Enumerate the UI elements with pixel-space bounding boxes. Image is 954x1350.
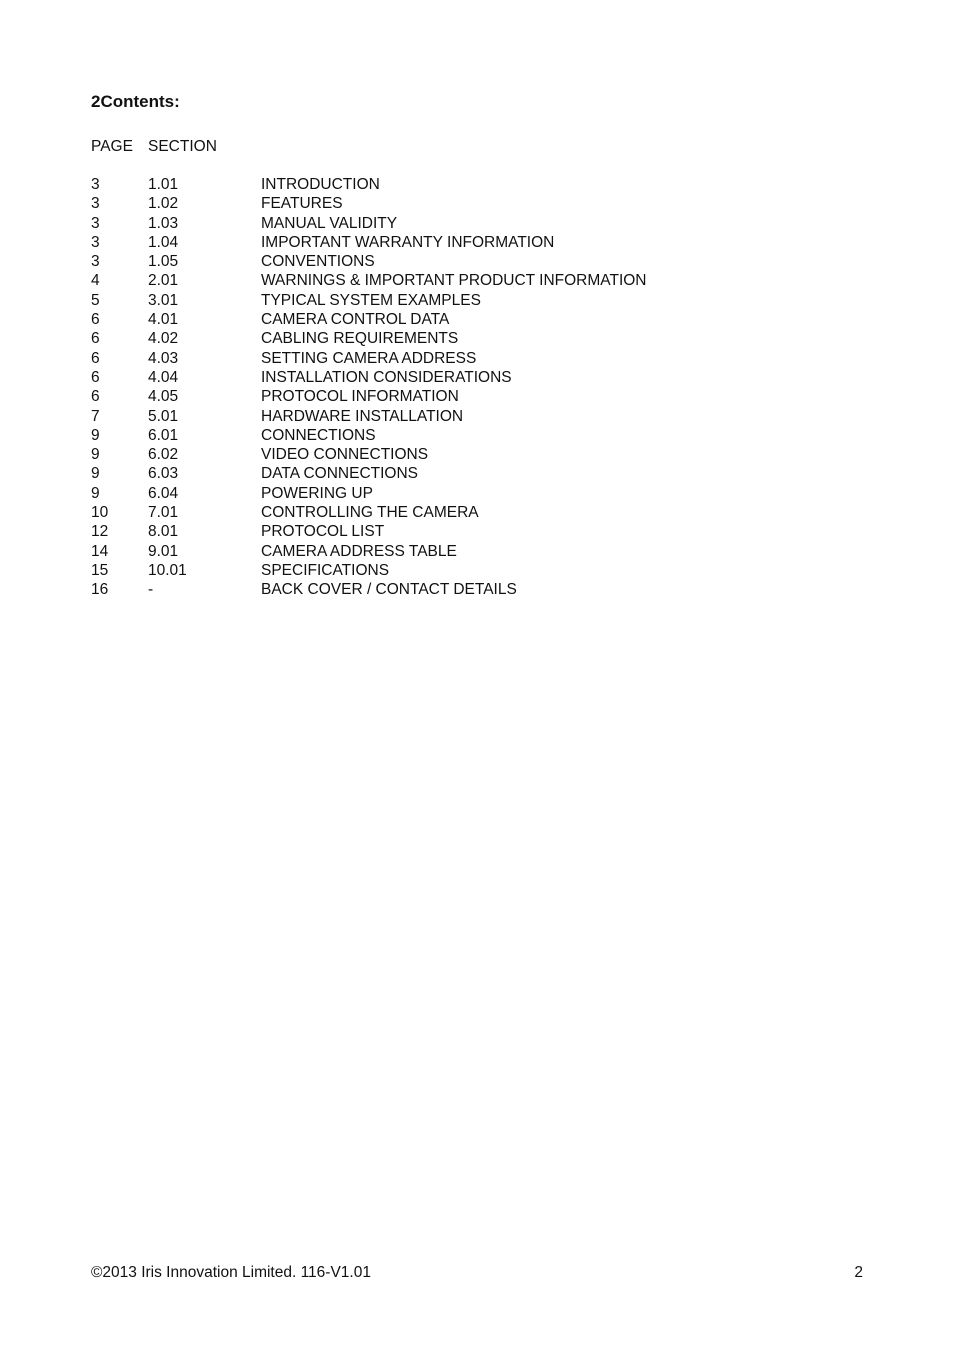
toc-entry-section: 6.04 xyxy=(148,484,179,502)
toc-entry-title: SPECIFICATIONS xyxy=(261,561,390,579)
toc-entry-page: 4 xyxy=(91,272,100,290)
toc-entry-title: TYPICAL SYSTEM EXAMPLES xyxy=(261,291,481,309)
toc-entry-title: INSTALLATION CONSIDERATIONS xyxy=(261,368,512,386)
toc-entry-page: 3 xyxy=(91,195,100,213)
toc-entry-page: 5 xyxy=(91,291,100,309)
toc-entry-page: 9 xyxy=(91,426,100,444)
toc-entry[interactable] xyxy=(91,542,647,561)
toc-entry-section: 9.01 xyxy=(148,542,179,560)
footer-page-number: 2 xyxy=(854,1264,863,1281)
toc-entry[interactable] xyxy=(91,233,647,252)
table-of-contents xyxy=(91,175,647,600)
toc-entry-title: BACK COVER / CONTACT DETAILS xyxy=(261,581,517,599)
toc-entry-page: 9 xyxy=(91,465,100,483)
toc-entry-section: 5.01 xyxy=(148,407,179,425)
toc-entry[interactable] xyxy=(91,561,647,580)
toc-entry-section: 4.01 xyxy=(148,311,179,329)
toc-entry[interactable] xyxy=(91,329,647,348)
toc-entry-section: 1.04 xyxy=(148,233,179,251)
toc-entry-title: DATA CONNECTIONS xyxy=(261,465,419,483)
toc-entry-title: CAMERA CONTROL DATA xyxy=(261,311,450,329)
toc-entry-page: 6 xyxy=(91,311,100,329)
toc-entry-section: 7.01 xyxy=(148,504,179,522)
toc-entry-page: 16 xyxy=(91,581,109,599)
toc-entry[interactable] xyxy=(91,522,647,541)
toc-entry[interactable] xyxy=(91,349,647,368)
toc-entry-section: 10.01 xyxy=(148,561,187,579)
toc-entry[interactable] xyxy=(91,194,647,213)
toc-entry-section: 2.01 xyxy=(148,272,179,290)
toc-entry-title: FEATURES xyxy=(261,195,343,213)
toc-column-headers xyxy=(91,137,217,156)
toc-entry-page: 6 xyxy=(91,349,100,367)
toc-entry[interactable] xyxy=(91,252,647,271)
toc-entry-title: CONNECTIONS xyxy=(261,426,376,444)
toc-entry-page: 3 xyxy=(91,253,100,271)
toc-entry-title: HARDWARE INSTALLATION xyxy=(261,407,464,425)
toc-entry-title: PROTOCOL LIST xyxy=(261,523,385,541)
toc-entry-page: 7 xyxy=(91,407,100,425)
toc-entry-page: 15 xyxy=(91,561,109,579)
footer-copyright: ©2013 Iris Innovation Limited. 116-V1.01 xyxy=(91,1264,371,1281)
section-column-header: SECTION xyxy=(148,138,217,155)
toc-entry[interactable] xyxy=(91,387,647,406)
toc-entry-page: 3 xyxy=(91,214,100,232)
toc-entry[interactable] xyxy=(91,214,647,233)
toc-entry-section: 6.01 xyxy=(148,426,179,444)
toc-entry-section: 1.03 xyxy=(148,214,179,232)
toc-entry-title: INTRODUCTION xyxy=(261,176,380,193)
toc-entry-section: 4.05 xyxy=(148,388,179,406)
toc-entry-page: 14 xyxy=(91,542,109,560)
toc-entry[interactable] xyxy=(91,503,647,522)
toc-entry[interactable] xyxy=(91,464,647,483)
toc-entry[interactable] xyxy=(91,426,647,445)
toc-entry-title: MANUAL VALIDITY xyxy=(261,214,398,232)
toc-entry[interactable] xyxy=(91,175,647,194)
toc-entry-title: WARNINGS & IMPORTANT PRODUCT INFORMATION xyxy=(261,272,647,290)
toc-entry-title: IMPORTANT WARRANTY INFORMATION xyxy=(261,233,555,251)
toc-entry-section: 1.05 xyxy=(148,253,179,271)
toc-entry-page: 6 xyxy=(91,388,100,406)
toc-entry[interactable] xyxy=(91,445,647,464)
toc-entry-section: 1.01 xyxy=(148,176,179,193)
page-title: 2Contents: xyxy=(91,92,180,111)
toc-entry[interactable] xyxy=(91,271,647,290)
toc-entry-title: CABLING REQUIREMENTS xyxy=(261,330,459,348)
toc-entry-title: CONVENTIONS xyxy=(261,253,375,271)
toc-entry-section: 6.03 xyxy=(148,465,179,483)
toc-entry-section: 4.03 xyxy=(148,349,179,367)
toc-entry-page: 9 xyxy=(91,484,100,502)
toc-entry-section: 6.02 xyxy=(148,446,179,464)
toc-entry[interactable] xyxy=(91,580,647,599)
toc-entry[interactable] xyxy=(91,368,647,387)
toc-entry-page: 10 xyxy=(91,504,109,522)
toc-entry-title: PROTOCOL INFORMATION xyxy=(261,388,459,406)
toc-entry-page: 12 xyxy=(91,523,109,541)
page-column-header: PAGE xyxy=(91,138,133,155)
toc-entry-section: 1.02 xyxy=(148,195,179,213)
toc-entry-page: 3 xyxy=(91,233,100,251)
toc-entry-section: 8.01 xyxy=(148,523,179,541)
toc-entry[interactable] xyxy=(91,291,647,310)
toc-entry-section: 4.02 xyxy=(148,330,179,348)
toc-entry-title: VIDEO CONNECTIONS xyxy=(261,446,429,464)
toc-entry[interactable] xyxy=(91,310,647,329)
toc-entry-section: 4.04 xyxy=(148,368,179,386)
toc-entry-page: 3 xyxy=(91,176,100,193)
toc-entry-section: - xyxy=(148,581,154,599)
toc-entry-title: CAMERA ADDRESS TABLE xyxy=(261,542,457,560)
toc-entry-title: SETTING CAMERA ADDRESS xyxy=(261,349,477,367)
toc-entry[interactable] xyxy=(91,484,647,503)
toc-entry-title: POWERING UP xyxy=(261,484,373,502)
toc-entry-section: 3.01 xyxy=(148,291,179,309)
toc-entry-title: CONTROLLING THE CAMERA xyxy=(261,504,479,522)
toc-entry-page: 6 xyxy=(91,330,100,348)
toc-entry-page: 6 xyxy=(91,368,100,386)
toc-entry-page: 9 xyxy=(91,446,100,464)
toc-entry[interactable] xyxy=(91,407,647,426)
